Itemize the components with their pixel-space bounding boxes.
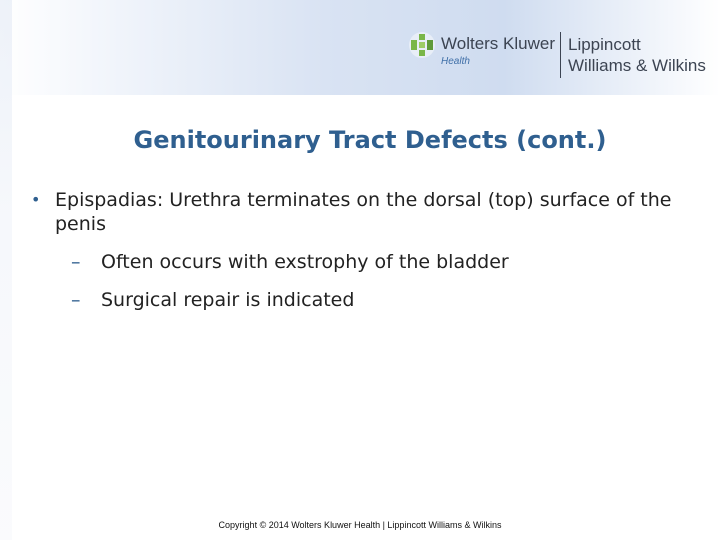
bullet-list [30,188,690,312]
imprint-line-2: Williams & Wilkins [568,56,706,75]
subbullet-marker: – [71,289,81,311]
subbullet-text: Often occurs with exstrophy of the bladder [101,251,509,273]
copyright-footer: Copyright © 2014 Wolters Kluwer Health | Lippincott Williams & Wilkins [218,520,502,530]
brand-subtitle: Health [441,56,470,67]
imprint-line-1: Lippincott [568,35,641,54]
slide-title: Genitourinary Tract Defects (cont.) [133,126,607,154]
bullet-item [30,188,690,236]
subbullet-marker: – [71,251,81,273]
bullet-text: Epispadias: Urethra terminates on the dorsal (top) surface of the penis [55,189,672,235]
side-strip [0,0,12,540]
subbullet-item [71,250,690,274]
wolters-kluwer-logo-icon [408,31,436,59]
brand-name: Wolters Kluwer [441,34,555,53]
subbullet-text: Surgical repair is indicated [101,289,355,311]
logo-divider [560,32,561,78]
subbullet-item [71,288,690,312]
imprint-name [568,34,706,76]
bullet-marker: • [31,190,41,209]
publisher-logo [408,28,716,80]
